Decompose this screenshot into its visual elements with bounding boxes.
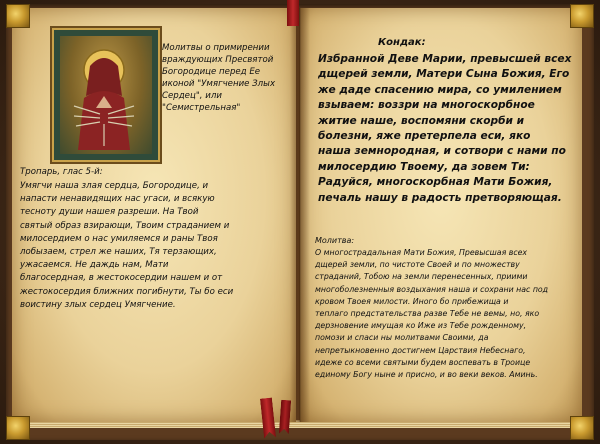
- book-spine: [290, 8, 310, 422]
- prayer-text: О многострадальная Мати Божия, Превысшая всех дщерей земли, по чистоте Своей и по множеству страданий, Тобою на земли перенесенных, приими многоболезненныя воздыхания наша и сохрани нас под кровом Твоея милости. Иного бо прибежища и теплаго предстательства разве Тебе не вемы, но, яко дерзновение имущая ко Иже из Тебе рожденному, помози и спаси ны молитвами Своими, да непретыкновенно достигнем Царствия Небеснаго, идеже со всеми святыми будем воспевать в Троице единому Богу ныне и присно, и во веки веков. Аминь.: [315, 248, 549, 380]
- virgin-mary-icon: [60, 36, 148, 150]
- kondak-text: Избранной Деве Марии, превысшей всех дщерей земли, Матери Сына Божия, Его же даде спасению мира, со умилением взываем: воззри на многоскорбное житие наше, воспомяни скорби и болезни, яже претерпела еси, яко наша земнородная, и сотвори с нами по милосердию Твоему, да зовем Ти: Радуйся, многоскорбная Мати Божия, печаль нашу в радость претворяющая.: [318, 53, 572, 204]
- icon-image-seven-arrows: [52, 28, 160, 162]
- icon-caption: Молитвы о примирении враждующих Пресвятой Богородице перед Ее иконой "Умягчение Злых Сердец", или "Семистрельная": [162, 43, 276, 113]
- icon-image-inner: [60, 36, 152, 154]
- bookmark-ribbon-top: [287, 0, 299, 26]
- corner-ornament-icon: [6, 4, 30, 28]
- prayer-title: Молитва:: [315, 236, 355, 245]
- corner-ornament-icon: [570, 416, 594, 440]
- troparion-title: Тропарь, глас 5-й:: [20, 167, 103, 177]
- troparion-text: Умягчи наша злая сердца, Богородице, и напасти ненавидящих нас угаси, и всякую тесноту души нашея разреши. На Твой святый образ взирающи, Твоим страданием и милосердием о нас умиляемся и раны Твоя лобызаем, стрел же наших, Тя терзающих, ужасаемся. Не даждь нам, Мати благосердная, в жестокосердии нашем и от жестокосердия ближних погибнути, Ты бо еси воистину злых сердец Умягчение.: [20, 181, 234, 310]
- kondak-title: Кондак:: [378, 37, 426, 48]
- corner-ornament-icon: [570, 4, 594, 28]
- corner-ornament-icon: [6, 416, 30, 440]
